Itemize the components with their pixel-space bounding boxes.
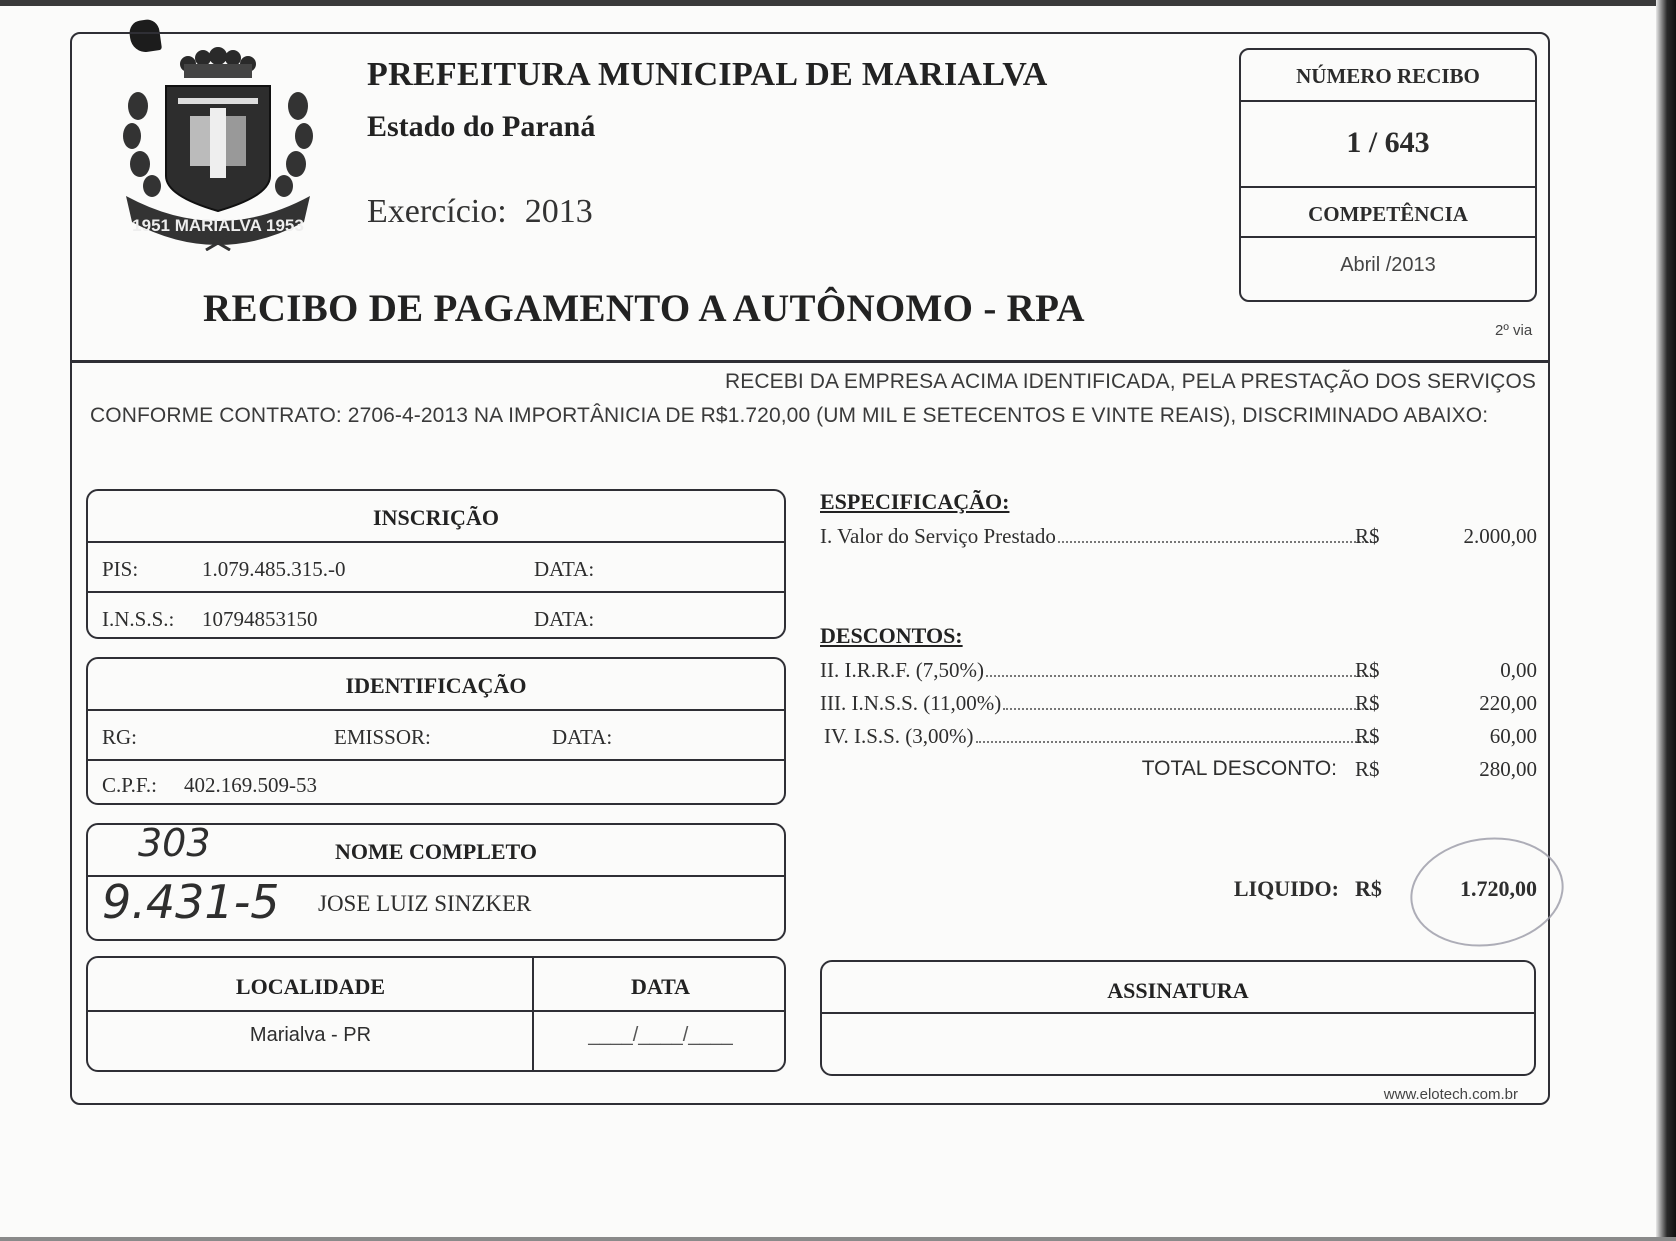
- currency-label: R$: [1355, 724, 1380, 748]
- leader-dots: [1003, 707, 1376, 710]
- inscricao-title: INSCRIÇÃO: [373, 505, 499, 530]
- discount-label: IV. I.S.S. (3,00%): [824, 724, 974, 748]
- exercise-label: Exercício:: [367, 193, 507, 230]
- row-divider: [88, 1010, 784, 1012]
- leader-dots: [976, 740, 1376, 743]
- descontos-title: DESCONTOS:: [820, 623, 963, 648]
- inscricao-box: [86, 489, 786, 639]
- inss-value: 10794853150: [202, 607, 318, 631]
- row-divider: [88, 759, 784, 761]
- discount-label: III. I.N.S.S. (11,00%): [820, 691, 1002, 715]
- receipt-box-divider: [1241, 236, 1535, 238]
- service-value-label: I. Valor do Serviço Prestado: [820, 524, 1056, 548]
- identificacao-title: IDENTIFICAÇÃO: [345, 673, 527, 698]
- cpf-value: 402.169.509-53: [184, 773, 317, 797]
- nome-completo-box: [86, 823, 786, 941]
- currency-label: R$: [1355, 691, 1380, 715]
- receipt-number-box: [1239, 48, 1537, 302]
- row-divider: [88, 709, 784, 711]
- document-title: RECIBO DE PAGAMENTO A AUTÔNOMO - RPA: [203, 287, 1085, 330]
- nome-completo-title: NOME COMPLETO: [335, 839, 537, 864]
- currency-label: R$: [1355, 876, 1382, 901]
- rg-label: RG:: [102, 725, 138, 749]
- discount-amount: 220,00: [1479, 691, 1537, 715]
- state-name: Estado do Paraná: [367, 110, 596, 143]
- inss-date-label: DATA:: [534, 607, 595, 631]
- full-name-value: JOSE LUIZ SINZKER: [318, 891, 532, 916]
- currency-label: R$: [1355, 658, 1380, 682]
- currency-label: R$: [1355, 757, 1380, 781]
- pis-value: 1.079.485.315.-0: [202, 557, 346, 581]
- institution-name: PREFEITURA MUNICIPAL DE MARIALVA: [367, 56, 1048, 93]
- discount-row-inss: [820, 691, 1380, 717]
- footer-website: www.elotech.com.br: [1383, 1086, 1518, 1103]
- receipt-number-label: NÚMERO RECIBO: [1296, 64, 1480, 88]
- scan-right-edge: [1656, 0, 1676, 1241]
- coat-of-arms-icon: [118, 46, 318, 251]
- total-discount-label: TOTAL DESCONTO:: [1141, 757, 1337, 780]
- localidade-box: [86, 956, 786, 1072]
- pis-label: PIS:: [102, 557, 139, 581]
- row-divider: [88, 541, 784, 543]
- leader-dots: [1058, 540, 1376, 543]
- receipt-box-divider: [1241, 186, 1535, 188]
- identificacao-box: [86, 657, 786, 805]
- scan-bottom-edge: [0, 1237, 1676, 1241]
- especificacao-title: ESPECIFICAÇÃO:: [820, 489, 1010, 514]
- net-label: LIQUIDO:: [1233, 876, 1339, 901]
- column-divider: [532, 958, 534, 1070]
- discount-amount: 0,00: [1500, 658, 1537, 682]
- date-blank-field[interactable]: ____/____/____: [588, 1024, 733, 1046]
- pis-date-label: DATA:: [534, 557, 595, 581]
- crest-ribbon-text: 1951 MARIALVA 1953: [132, 216, 304, 235]
- service-value-amount: 2.000,00: [1463, 524, 1537, 548]
- localidade-title: LOCALIDADE: [235, 974, 386, 999]
- service-value-row: [820, 524, 1380, 550]
- signature-title: ASSINATURA: [1107, 978, 1249, 1003]
- inss-label: I.N.S.S.:: [102, 607, 175, 631]
- rg-date-label: DATA:: [552, 725, 613, 749]
- receipt-number-value: 1 / 643: [1346, 126, 1430, 159]
- currency-label: R$: [1355, 524, 1380, 548]
- discount-label: II. I.R.R.F. (7,50%): [820, 658, 984, 682]
- copy-label: 2º via: [1495, 322, 1533, 339]
- discount-row-iss: [824, 724, 1380, 750]
- row-divider: [88, 591, 784, 593]
- emissor-label: EMISSOR:: [334, 725, 431, 749]
- signature-field[interactable]: [822, 1014, 1534, 1074]
- scan-top-edge: [0, 0, 1676, 6]
- signature-box: [820, 960, 1536, 1076]
- exercise-year: 2013: [524, 193, 593, 230]
- statement-line-1: RECEBI DA EMPRESA ACIMA IDENTIFICADA, PELA PRESTAÇÃO DOS SERVIÇOS: [725, 370, 1536, 393]
- localidade-value: Marialva - PR: [249, 1024, 372, 1046]
- handwritten-note-top: 303: [138, 821, 211, 865]
- discount-amount: 60,00: [1489, 724, 1537, 748]
- receipt-box-divider: [1241, 100, 1535, 102]
- total-discount-amount: 280,00: [1479, 757, 1537, 781]
- statement-line-2: CONFORME CONTRATO: 2706-4-2013 NA IMPORTÂNICIA DE R$1.720,00 (UM MIL E SETECENTOS E VINTE REAIS), DISCRIMINADO ABAIXO:: [90, 404, 1489, 427]
- handwritten-note-bottom: 9.431-5: [102, 875, 280, 929]
- exercise-line: [367, 193, 593, 231]
- competence-label: COMPETÊNCIA: [1308, 202, 1468, 226]
- discount-row-irrf: [820, 658, 1380, 684]
- date-title: DATA: [630, 974, 691, 999]
- leader-dots: [986, 674, 1376, 677]
- header-divider: [70, 360, 1550, 363]
- net-amount: 1.720,00: [1460, 876, 1537, 901]
- cpf-label: C.P.F.:: [102, 773, 157, 797]
- competence-value: Abril /2013: [1340, 254, 1436, 276]
